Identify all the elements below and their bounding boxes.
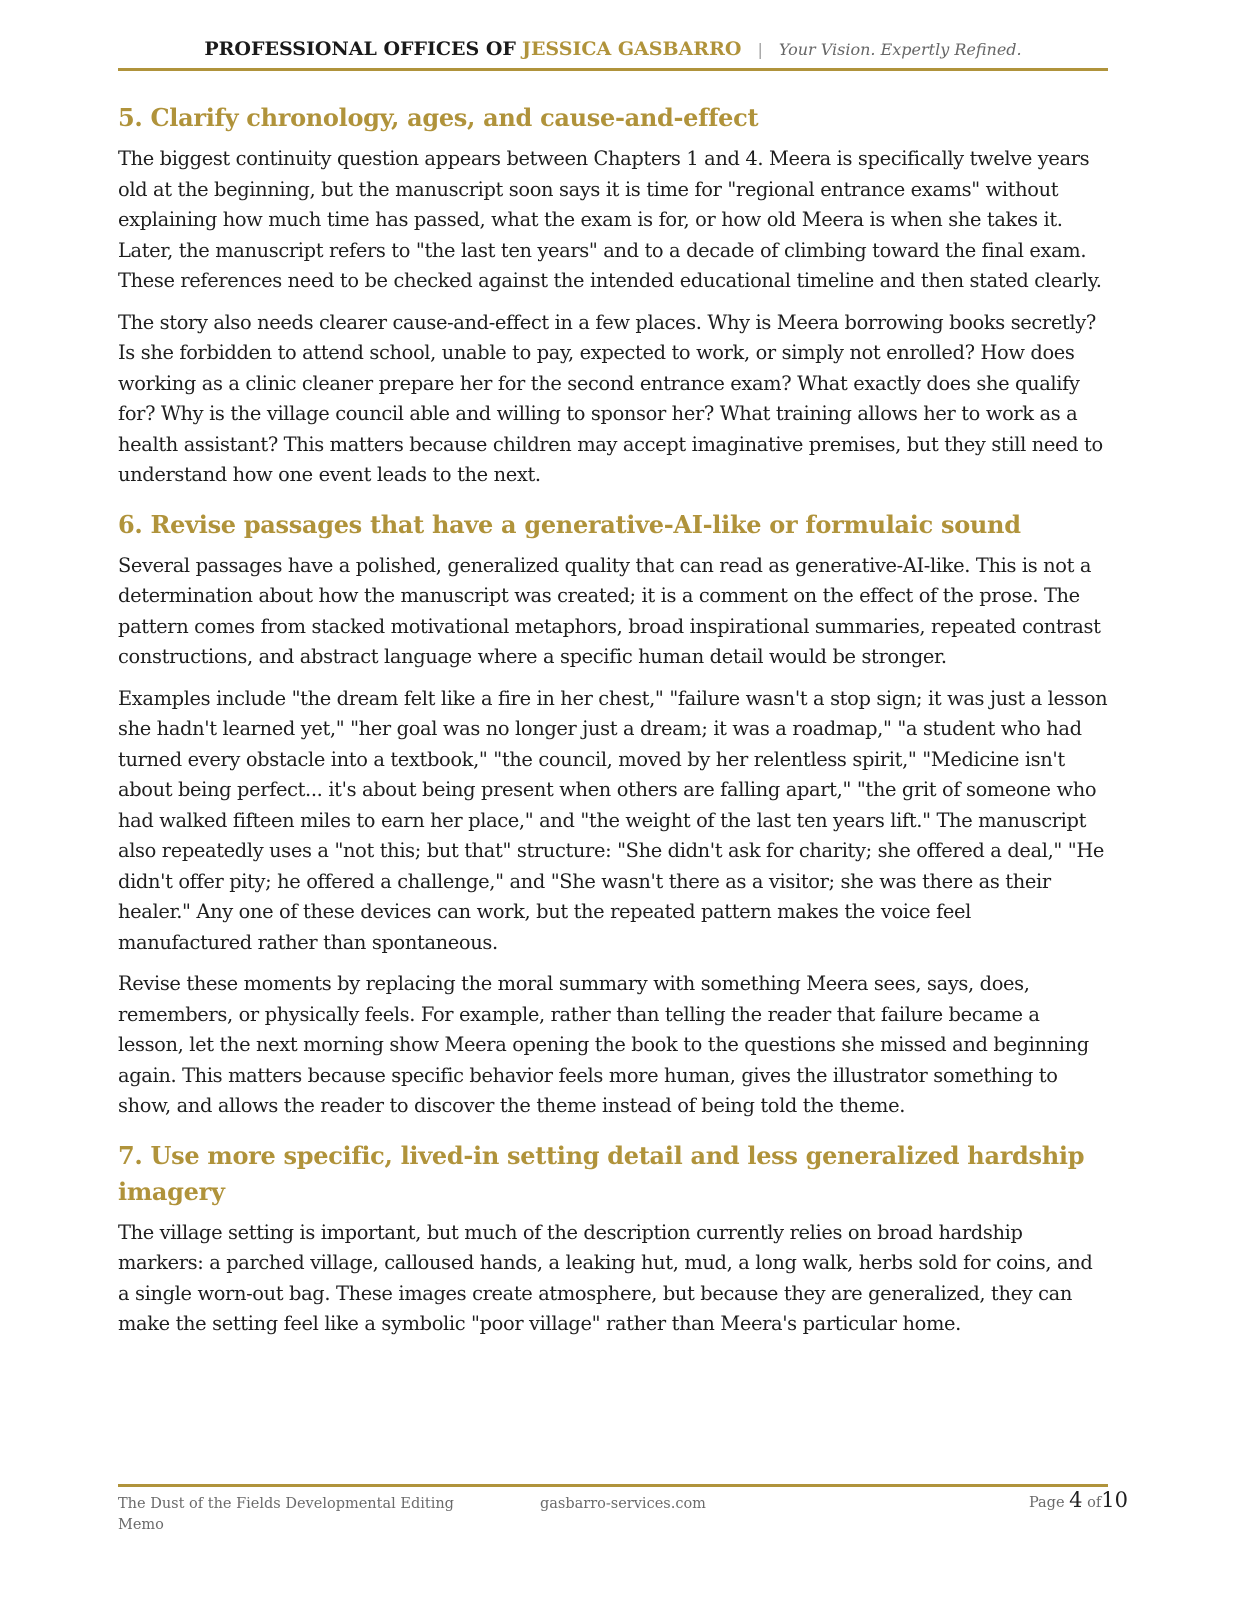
header-tagline: Your Vision. Expertly Refined.: [778, 40, 1022, 59]
document-page: [118, 0, 1128, 1600]
section-5-paragraph-2: The story also needs clearer cause-and-effect in a few places. Why is Meera borrowing books secretly? Is she forbidden to attend school, unable to pay, expected to work, or simply not enrolled? How does working as a clinic cleaner prepare her for the second entrance exam? What exactly does she qualify for? Why is the village council able and willing to sponsor her? What training allows her to work as a health assistant? This matters because children may accept imaginative premises, but they still need to understand how one event leads to the next.: [118, 310, 1103, 486]
section-7-paragraph-1: The village setting is important, but much of the description currently relies on broad hardship markers: a parched village, calloused hands, a leaking hut, mud, a long walk, herbs sold for coins, and a single worn-out bag. These images create atmosphere, but because they are generalized, they can make the setting feel like a symbolic "poor village" rather than Meera's particular home.: [118, 1220, 1093, 1335]
section-heading-7: 7. Use more specific, lived-in setting detail and less generalized hardship imagery: [118, 1140, 1085, 1206]
of-label: of: [1087, 1495, 1102, 1511]
page-number: 4: [1069, 1488, 1083, 1512]
footer-document-title: The Dust of the Fields Developmental Editing Memo: [118, 1496, 454, 1533]
page-indicator: [1029, 1490, 1128, 1514]
section-6-paragraph-2: Examples include "the dream felt like a fire in her chest," "failure wasn't a stop sign; it was just a lesson she hadn't learned yet," "her goal was no longer just a dream; it was a roadmap," "a student who had turned every obstacle into a textbook," "the council, moved by her relentless spirit," "Medicine isn't about being perfect... it's about being present when others are falling apart," "the grit of someone who had walked fifteen miles to earn her place," and "the weight of the last ten years lift." The manuscript also repeatedly uses a "not this; but that" structure: "She didn't ask for charity; she offered a deal," "He didn't offer pity; he offered a challenge," and "She wasn't there as a visitor; she was there as their healer." Any one of these devices can work, but the repeated pattern makes the voice feel manufactured rather than spontaneous.: [118, 686, 1108, 954]
footer-rule: [118, 1484, 1108, 1487]
page-label: Page: [1028, 1495, 1065, 1511]
header-separator: |: [757, 40, 763, 59]
firm-name: JESSICA GASBARRO: [521, 38, 742, 60]
header-rule: [118, 68, 1108, 71]
section-heading-6: 6. Revise passages that have a generative-AI-like or formulaic sound: [118, 509, 1021, 539]
section-5-paragraph-1: The biggest continuity question appears between Chapters 1 and 4. Meera is specifically twelve years old at the beginning, but the manuscript soon says it is time for "regional entrance exams" without explaining how much time has passed, what the exam is for, or how old Meera is when she takes it. Later, the manuscript refers to "the last ten years" and to a decade of climbing toward the final exam. These references need to be checked against the intended educational timeline and then stated clearly.: [118, 147, 1102, 292]
section-heading-5: 5. Clarify chronology, ages, and cause-and-effect: [118, 103, 759, 132]
section-6-paragraph-1: Several passages have a polished, generalized quality that can read as generative-AI-like. This is not a determination about how the manuscript was created; it is a comment on the effect of the prose. The pattern comes from stacked motivational metaphors, broad inspirational summaries, repeated contrast constructions, and abstract language where a specific human detail would be stronger.: [118, 553, 1101, 668]
section-6-paragraph-3: Revise these moments by replacing the moral summary with something Meera sees, says, does, remembers, or physically feels. For example, rather than telling the reader that failure became a lesson, let the next morning show Meera opening the book to the questions she missed and beginning again. This matters because specific behavior feels more human, gives the illustrator something to show, and allows the reader to discover the theme instead of being told the theme.: [118, 972, 1089, 1117]
firm-prefix: PROFESSIONAL OFFICES OF: [204, 38, 516, 60]
page-total: 10: [1101, 1488, 1128, 1512]
memo-body: [118, 100, 1108, 1351]
page-header: [118, 36, 1108, 63]
footer-website: gasbarro-services.com: [540, 1496, 706, 1512]
